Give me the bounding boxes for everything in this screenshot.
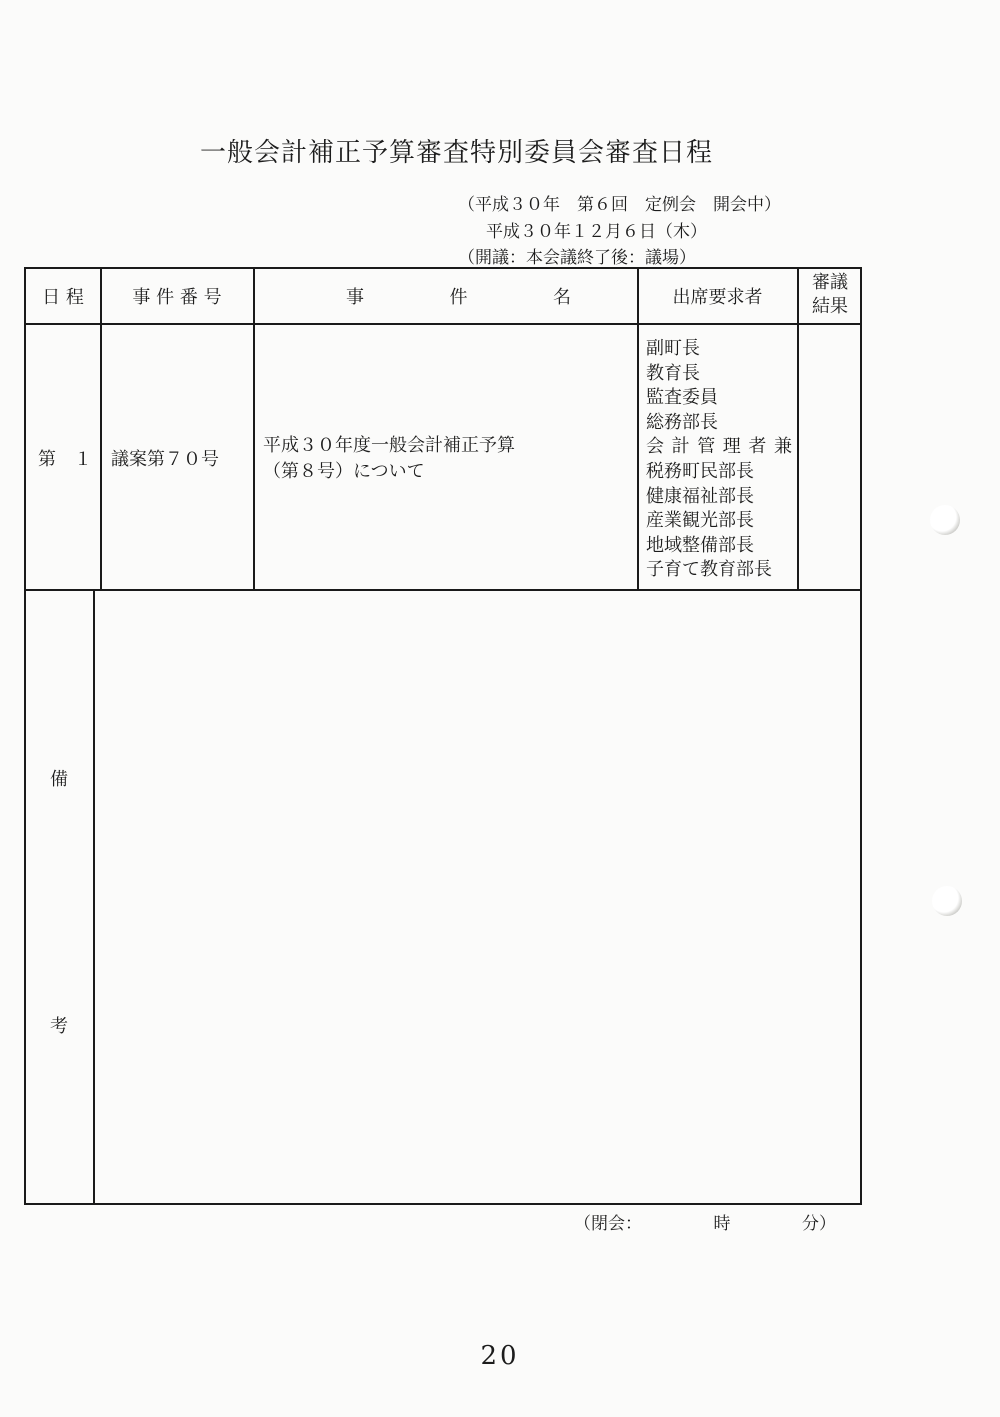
header-case-name-char: 件 — [449, 287, 468, 308]
attendee-item: 税務町民部長 — [646, 460, 754, 482]
attendee-item: 地域整備部長 — [646, 534, 754, 556]
meeting-date: 平成３０年１２月６日（木） — [486, 222, 707, 242]
page-number: 20 — [480, 1341, 520, 1371]
header-case-name — [254, 269, 637, 323]
document-title: 一般会計補正予算審査特別委員会審査日程 — [200, 138, 714, 168]
attendee-list — [646, 337, 792, 583]
attendee-item: 健康福祉部長 — [646, 485, 754, 507]
session-info: （平成３０年 第６回 定例会 開会中） — [458, 195, 781, 215]
remarks-divider — [93, 589, 95, 1205]
attendee-item: 会計管理者兼 — [646, 436, 792, 458]
case-name-line: 平成３０年度一般会計補正予算 — [263, 435, 515, 456]
attendee-item: 教育長 — [646, 362, 700, 384]
attendee-item: 総務部長 — [646, 411, 718, 433]
closing-time — [574, 1209, 836, 1234]
header-case-number: 事 件 番 号 — [132, 287, 222, 308]
remarks-label: 考 — [50, 1016, 68, 1037]
punch-hole — [932, 886, 962, 916]
header-result — [798, 271, 862, 323]
attendee-item: 副町長 — [646, 338, 700, 359]
closing-prefix: （閉会： — [574, 1214, 642, 1234]
meeting-venue: （開議：本会議終了後：議場） — [458, 248, 696, 268]
header-result-line: 審議 — [812, 272, 848, 293]
row-case-name — [263, 433, 515, 485]
punch-hole — [930, 505, 960, 535]
header-result-line: 結果 — [812, 296, 848, 317]
row-case-number: 議案第７０号 — [111, 449, 219, 470]
case-name-line: （第８号）について — [263, 461, 425, 482]
header-case-name-char: 名 — [553, 287, 571, 308]
header-case-name-char: 事 — [346, 287, 364, 308]
attendee-item: 監査委員 — [646, 387, 718, 409]
row-schedule: 第 １ — [38, 449, 92, 470]
attendee-item: 子育て教育部長 — [646, 559, 772, 581]
row-divider — [26, 589, 862, 591]
remarks-label: 備 — [50, 769, 68, 790]
header-divider — [26, 323, 862, 325]
attendee-item: 産業観光部長 — [646, 510, 754, 532]
header-attendees: 出席要求者 — [672, 287, 763, 308]
closing-minute: 分） — [802, 1214, 836, 1234]
header-schedule: 日 程 — [42, 287, 84, 308]
closing-hour: 時 — [713, 1214, 731, 1234]
